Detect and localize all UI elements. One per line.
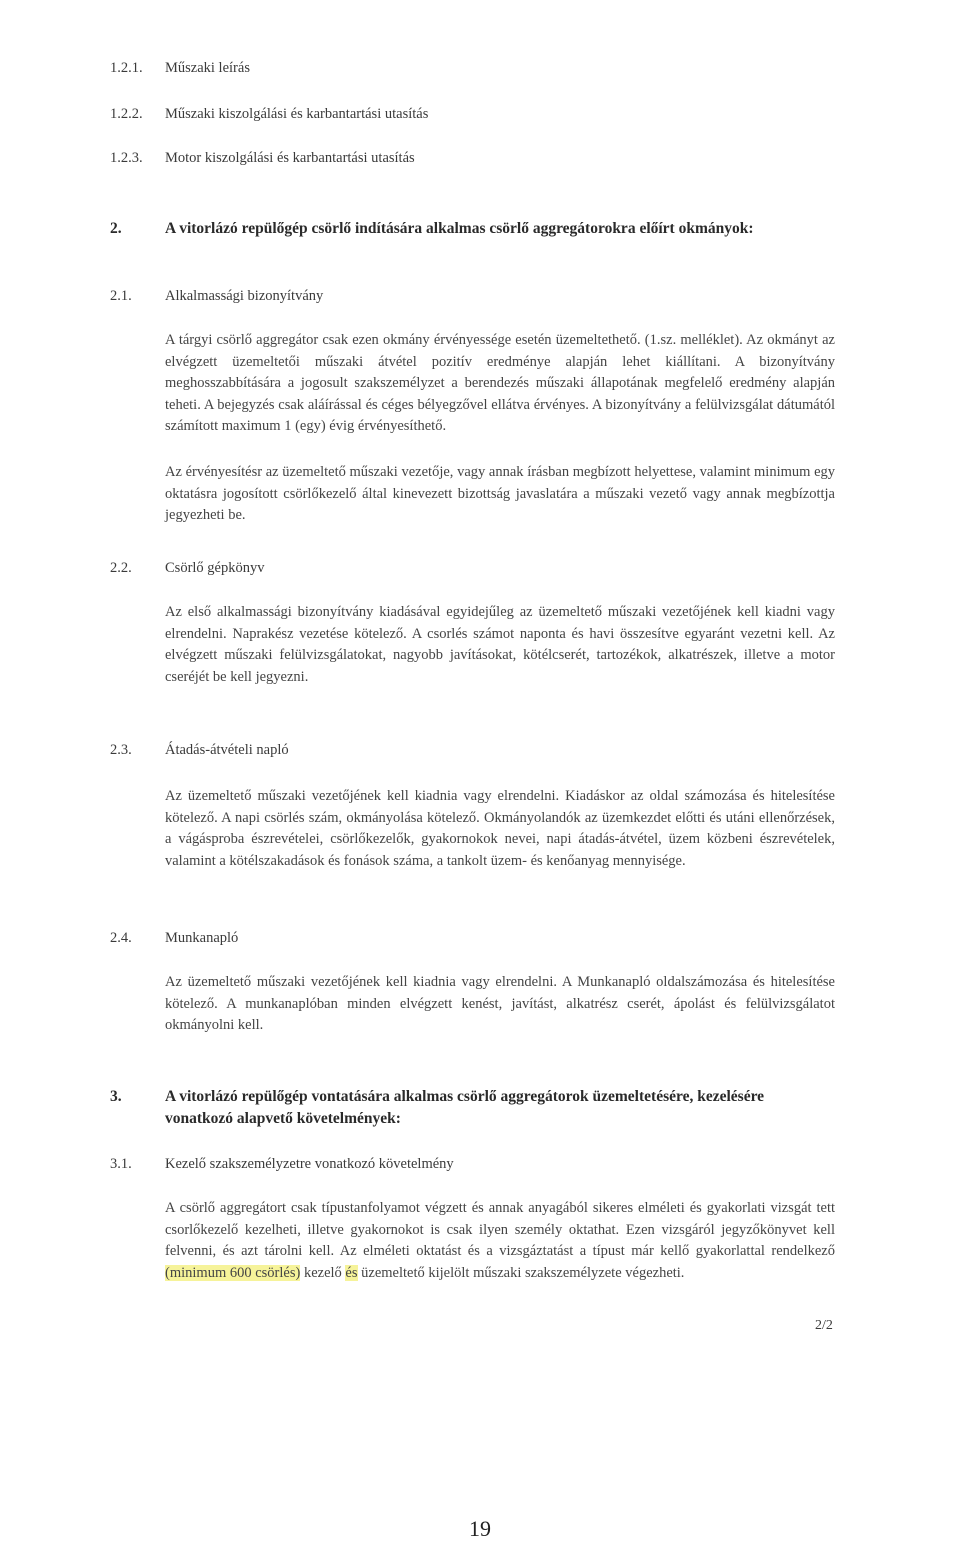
- sub-title-2-4: Munkanapló: [165, 930, 239, 946]
- sub-title-2-3: Átadás-átvételi napló: [165, 742, 289, 758]
- paragraph-2-1-b: Az érvényesítésr az üzemeltető műszaki vezetője, vagy annak írásban megbízott helyettese, valamint minimum egy oktatásra jogosított csörlőkezelő által kinevezett bizottság javaslatára a műszaki vezető vagy annak megbízottja jegyezheti be.: [165, 464, 835, 523]
- paragraph-3-1-text: A csörlő aggregátort csak típustanfolyamot végzett és annak anyagából sikeres elméleti és gyakorlati vizsgát tett csorlőkezelő kezelheti, illetve gyakornokot is csak ilyen személy oktathat. Ezen vizsgáról jegyzőkönyvet kell felvenni, és azt tárolni kell. Az elméleti oktatást és a vizsgáztatást a típust már kellő gyakorlattal rendelkező: [165, 1200, 835, 1259]
- sub-number-3-1: 3.1.: [110, 1156, 132, 1172]
- paragraph-3-1-text-end: üzemeltető kijelölt műszaki szakszemélyzete végezheti.: [357, 1264, 685, 1281]
- sub-title-3-1: Kezelő szakszemélyzetre vonatkozó követelmény: [165, 1156, 454, 1172]
- paragraph-2-3: Az üzemeltető műszaki vezetőjének kell kiadnia vagy elrendelni. Kiadáskor az oldal számozása és hitelesítése kötelező. A napi csörlés szám, okmányolása kötelező. Okmányolandók az üzemkezdet előtti és utáni ellenőrzések, a vágásproba észrevételei, csörlőkezelők, gyakornokok nevei, napi átadás-átvétel, üzem közbeni észrevételek, valamint a kötélszakadások és fonások száma, a tankolt üzem- és kenőanyag mennyisége.: [165, 788, 835, 869]
- highlighted-text: (minimum 600 csörlés): [165, 1264, 301, 1281]
- highlighted-text-2: és: [345, 1264, 358, 1281]
- sub-number-2-3: 2.3.: [110, 742, 132, 758]
- item-number-1-2-1: 1.2.1.: [110, 60, 143, 76]
- paragraph-2-2: Az első alkalmassági bizonyítvány kiadásával egyidejűleg az üzemeltető műszaki vezetőjének kell kiadni vagy elrendelni. Naprakész vezetése kötelező. A csorlés számot naponta és havi összesítve egyaránt vezetni kell. Az elvégzett műszaki felülvizsgálatokat, nagyobb javításokat, kötélcserét, tartozékok, alkatrészek, illetve a motor cseréjét be kell jegyezni.: [165, 604, 835, 685]
- page-fraction: 2/2: [815, 1318, 833, 1333]
- page-number: 19: [469, 1516, 491, 1541]
- paragraph-2-1-a: A tárgyi csörlő aggregátor csak ezen okmány érvényessége esetén üzemeltethető. (1.sz. melléklet). Az okmányt az elvégzett üzemeltetői műszaki átvétel pozitív eredménye alapján lehet kiállítani. A bizonyítvány meghosszabbítására a jogosult szakszemélyzet a berendezés műszaki állapotának megfelelő eredmény alapján teheti. A bejegyzés csak aláírással és céges bélyegzővel ellátva érvényes. A bizonyítvány a felülvizsgálat dátumától számított maximum 1 (egy) évig érvényesíthető.: [165, 332, 835, 434]
- section-title-2: A vitorlázó repülőgép csörlő indítására alkalmas csörlő aggregátorokra előírt okmányok:: [165, 220, 754, 237]
- section-number-2: 2.: [110, 220, 122, 237]
- item-title-1-2-3: Motor kiszolgálási és karbantartási utasítás: [165, 150, 415, 166]
- item-title-1-2-2: Műszaki kiszolgálási és karbantartási utasítás: [165, 106, 429, 122]
- item-number-1-2-2: 1.2.2.: [110, 106, 143, 122]
- sub-title-2-1: Alkalmassági bizonyítvány: [165, 288, 324, 304]
- item-number-1-2-3: 1.2.3.: [110, 150, 143, 166]
- sub-number-2-2: 2.2.: [110, 560, 132, 576]
- paragraph-3-1-text-mid: kezelő: [300, 1264, 346, 1281]
- sub-number-2-4: 2.4.: [110, 930, 132, 946]
- sub-number-2-1: 2.1.: [110, 288, 132, 304]
- paragraph-2-4: Az üzemeltető műszaki vezetőjének kell kiadnia vagy elrendelni. A Munkanapló oldalszámozása és hitelesítése kötelező. A munkanaplóban minden elvégzett kenést, javítást, alkatrész cserét, ápolást és felülvizsgálatot okmányolni kell.: [165, 974, 835, 1033]
- section-number-3: 3.: [110, 1088, 122, 1105]
- sub-title-2-2: Csörlő gépkönyv: [165, 560, 265, 576]
- paragraph-3-1: [165, 1198, 835, 1284]
- item-title-1-2-1: Műszaki leírás: [165, 60, 250, 76]
- section-title-3: A vitorlázó repülőgép vontatására alkalmas csörlő aggregátorok üzemeltetésére, kezelésére vonatkozó alapvető követelmények:: [165, 1088, 765, 1127]
